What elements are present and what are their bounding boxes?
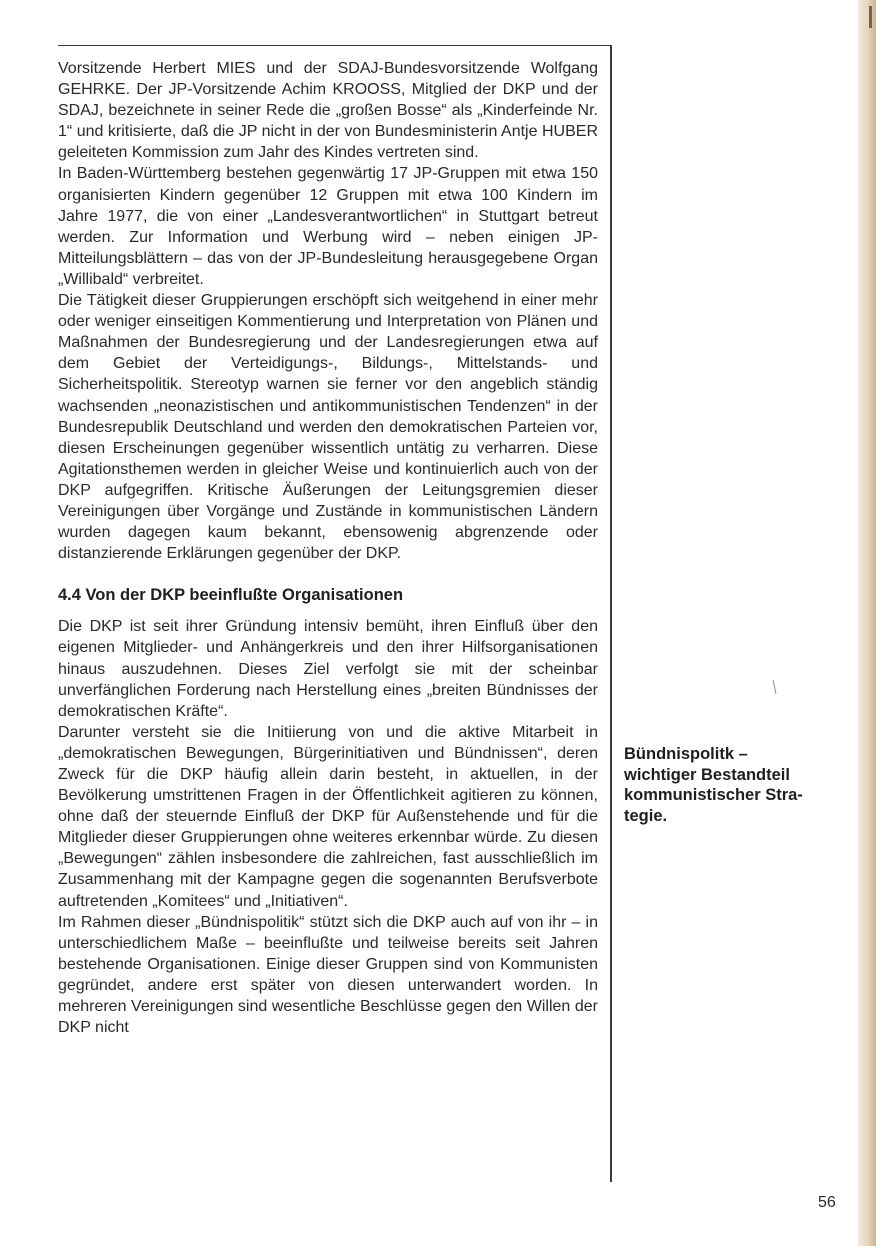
paragraph: Die DKP ist seit ihrer Gründung intensiv bemüht, ihren Einfluß über den eigenen Mitglieder- und Anhängerkreis und den ihrer Hilfsorganisationen hinaus auszudehnen. Dieses Ziel verfolgt sie mit der scheinbar unverfänglichen Forderung nach Herstellung eines „breiten Bündnisses der demokratischen Kräfte“. — [58, 618, 598, 720]
page-number: 56 — [818, 1194, 836, 1211]
section-heading: 4.4 Von der DKP beeinflußte Organisationen — [58, 586, 404, 605]
page-edge — [858, 0, 876, 1246]
main-column — [58, 58, 598, 1038]
paragraph: In Baden-Württemberg bestehen gegenwärtig 17 JP-Gruppen mit etwa 150 organisierten Kindern gegenüber 12 Gruppen mit etwa 100 Kindern im Jahre 1977, die von einer „Landesverantwortlichen“ in Stuttgart betreut werden. Zur Information und Werbung wird – neben einigen JP-Mitteilungsblättern – das von der JP-Bundesleitung herausgegebene Organ „Willibald“ verbreitet. — [58, 165, 598, 288]
margin-note: Bündnispolitk – wichtiger Bestandteil kommunistischer Stra- tegie. — [624, 745, 803, 825]
scan-speck — [773, 680, 777, 694]
paragraph: Vorsitzende Herbert MIES und der SDAJ-Bundesvorsitzende Wolfgang GEHRKE. Der JP-Vorsitzende Achim KROOSS, Mitglied der DKP und der SDAJ, bezeichnete in seiner Rede die „großen Bosse“ als „Kinderfeinde Nr. 1“ und kritisierte, daß die JP nicht in der von Bundesministerin Antje HUBER geleiteten Kommission zum Jahr des Kindes vertreten sind. — [58, 60, 598, 162]
column-rule — [610, 45, 612, 1182]
edge-mark — [869, 6, 872, 28]
paragraph: Im Rahmen dieser „Bündnispolitik“ stützt sich die DKP auch auf von ihr – in unterschiedlichem Maße – beeinflußte und teilweise bereits seit Jahren bestehende Organisationen. Einige dieser Gruppen sind von Kommunisten gegründet, andere erst später von diesen unterwandert worden. In mehreren Vereinigungen sind wesentliche Beschlüsse gegen den Willen der DKP nicht — [58, 913, 598, 1037]
paragraph: Darunter versteht sie die Initiierung von und die aktive Mitarbeit in „demokratischen Bewegungen, Bürgerinitiativen und Bündnissen“, deren Zweck für die DKP häufig allein darin besteht, in aktuellen, in der Bevölkerung umstrittenen Fragen in der Öffentlichkeit agitieren zu können, ohne daß der steuernde Einfluß der DKP für Außenstehende und für die Mitglieder dieser Gruppierungen ohne weiteres erkennbar würde. Zu diesen „Bewegungen“ zählen insbesondere die zahlreichen, fast ausschließlich im Zusammenhang mit der Kampagne gegen die sogenannten Berufsverbote auftretenden „Komitees“ und „Initiativen“. — [58, 723, 598, 910]
paragraph: Die Tätigkeit dieser Gruppierungen erschöpft sich weitgehend in einer mehr oder weniger einseitigen Kommentierung und Interpretation von Plänen und Maßnahmen der Bundesregierung und der Landesregierungen etwa auf dem Gebiet der Verteidigungs-, Bildungs-, Mittelstands- und Sicherheitspolitik. Stereotyp warnen sie ferner vor den angeblich ständig wachsenden „neonazistischen und antikommunistischen Tendenzen“ in der Bundesrepublik Deutschland und werden den demokratischen Parteien vor, diesen Erscheinungen gegenüber wissentlich untätig zu verharren. Diese Agitationsthemen werden in gleicher Weise und kontinuierlich auch von der DKP aufgegriffen. Kritische Äußerungen der Leitungsgremien dieser Vereinigungen über Vorgänge und Zustände in kommunistischen Ländern wurden dagegen kaum bekannt, ebensowenig abgrenzende oder distanzierende Erklärungen gegenüber der DKP. — [58, 292, 598, 563]
top-rule — [58, 45, 612, 46]
